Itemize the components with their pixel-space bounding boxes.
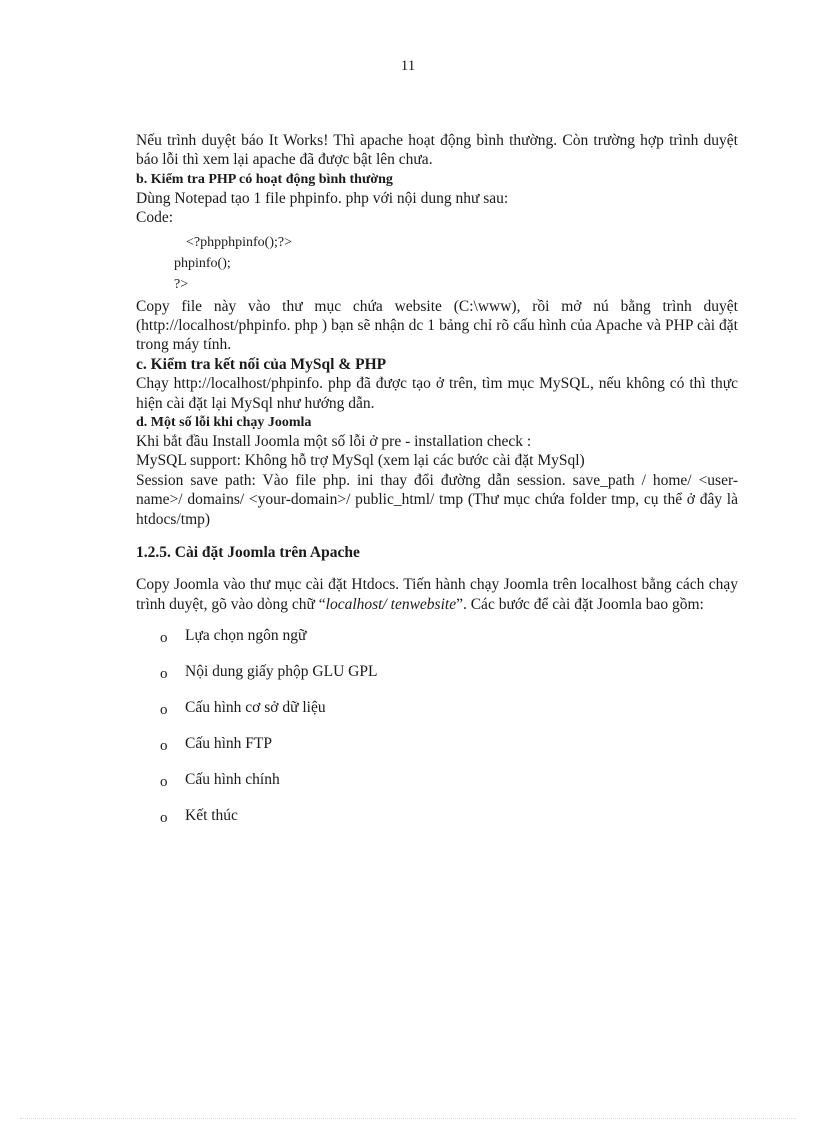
code-block xyxy=(136,232,738,295)
heading-check-php: b. Kiểm tra PHP có hoạt động bình thường xyxy=(136,171,393,187)
intro-url-text: localhost/ tenwebsite xyxy=(325,595,457,613)
intro-text-start: Copy Joomla vào thư mục cài đặt Htdocs. Tiến hành chạy Joomla trên localhost bằng cách chạy trình duyệt, gõ vào dòng chữ “ xyxy=(136,576,738,613)
step-label: Cấu hình cơ sở dữ liệu xyxy=(185,698,326,716)
code-label: Code: xyxy=(136,209,174,227)
bullet-circle-icon: o xyxy=(160,737,168,754)
code-line: phpinfo(); xyxy=(174,255,231,271)
step-label: Kết thúc xyxy=(185,806,238,824)
paragraph-session-path: Session save path: Vào file php. ini thay đổi đường dẫn session. save_path / home/ <user-name>/ domains/ <your-domain>/ public_html/ tmp (Thư mục chứa folder tmp, cụ thể ở đây là htdocs/tmp) xyxy=(136,471,738,528)
list-item xyxy=(136,806,738,842)
list-item xyxy=(136,770,738,806)
list-item xyxy=(136,662,738,698)
bullet-circle-icon: o xyxy=(160,665,168,682)
step-label: Lựa chọn ngôn ngữ xyxy=(185,626,307,644)
intro-text-end: ”. Các bước để cài đặt Joomla bao gồm: xyxy=(456,595,704,613)
install-steps-list xyxy=(136,626,738,842)
bullet-circle-icon: o xyxy=(160,773,168,790)
heading-check-mysql: c. Kiểm tra kết nối của MySql & PHP xyxy=(136,355,387,373)
code-line: <?phpphpinfo();?> xyxy=(186,234,292,250)
page-number: 11 xyxy=(400,58,416,74)
list-item xyxy=(136,698,738,734)
list-item xyxy=(136,626,738,662)
notepad-instruction: Dùng Notepad tạo 1 file phpinfo. php với nội dung như sau: xyxy=(136,189,509,207)
step-label: Cấu hình chính xyxy=(185,770,280,788)
step-label: Nội dung giấy phộp GLU GPL xyxy=(185,662,378,680)
list-item xyxy=(136,734,738,770)
section-title: 1.2.5. Cài đặt Joomla trên Apache xyxy=(136,544,360,562)
page-content xyxy=(136,131,738,842)
footer-divider xyxy=(20,1118,796,1119)
bullet-circle-icon: o xyxy=(160,629,168,646)
paragraph-install-intro xyxy=(136,575,738,614)
paragraph-it-works: Nếu trình duyệt báo It Works! Thì apache hoạt động bình thường. Còn trường hợp trình duyệt báo lỗi thì xem lại apache đã được bật lên chưa. xyxy=(136,132,738,169)
paragraph-run-phpinfo: Chạy http://localhost/phpinfo. php đã được tạo ở trên, tìm mục MySQL, nếu không có thì thực hiện cài đặt lại MySql như hướng dẫn. xyxy=(136,375,738,412)
heading-joomla-errors: d. Một số lỗi khi chạy Joomla xyxy=(136,415,312,431)
paragraph-copy-file: Copy file này vào thư mục chứa website (C:\www), rồi mở nú bằng trình duyệt (http://localhost/phpinfo. php ) bạn sẽ nhận dc 1 bảng chỉ rõ cấu hình của Apache và PHP cài đặt trong máy tính. xyxy=(136,297,738,354)
code-line: ?> xyxy=(174,276,189,292)
bullet-circle-icon: o xyxy=(160,701,168,718)
step-label: Cấu hình FTP xyxy=(185,734,272,752)
install-errors-intro: Khi bắt đầu Install Joomla một số lỗi ở pre - installation check : xyxy=(136,433,532,451)
mysql-support-line: MySQL support: Không hỗ trợ MySql (xem lại các bước cài đặt MySql) xyxy=(136,452,585,470)
bullet-circle-icon: o xyxy=(160,809,168,826)
